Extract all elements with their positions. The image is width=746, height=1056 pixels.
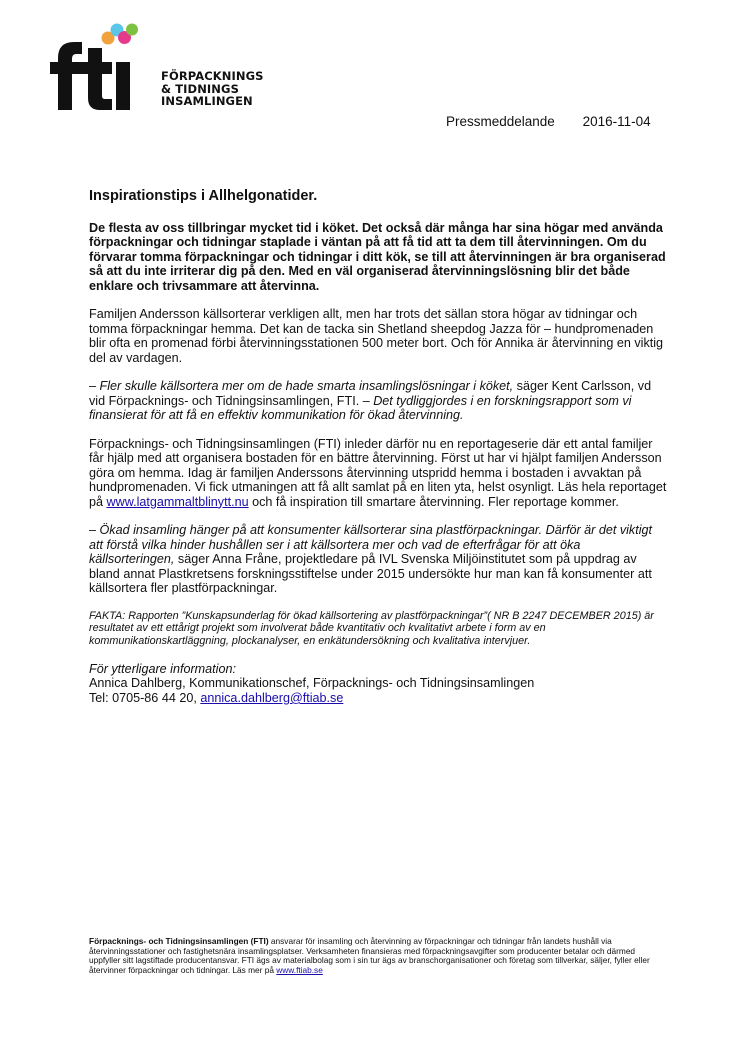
paragraph-2 bbox=[89, 379, 669, 422]
page-title: Inspirationstips i Allhelgonatider. bbox=[89, 188, 318, 204]
contact-heading: För ytterligare information: bbox=[89, 662, 236, 677]
logo-dot-green bbox=[126, 24, 138, 36]
paragraph-4-after: säger Anna Fråne, projektledare på IVL Svenska Miljöinstitutet som på uppdrag av bland annat Plastkretsens forskningsstiftelse under 2015 undersökte hur man kan få konsumenter att källsortera fler plastförpackningar. bbox=[89, 552, 652, 596]
quote-kent-1: – Fler skulle källsortera mer om de hade smarta insamlingslösningar i köket, bbox=[89, 379, 514, 394]
contact-tel-prefix: Tel: 0705-86 44 20, bbox=[89, 690, 201, 705]
quote-anna: – Ökad insamling hänger på att konsumenter källsorterar sina plastförpackningar. Därför är det viktigt att förstå vilka hinder hushållen ser i att källsortera mer och vad de efterfrågar för att öka källsorteringen, bbox=[89, 523, 653, 567]
footer-text: ansvarar för insamling och återvinning av förpackningar och tidningar från landets hushåll via återvinningsstationer och fastighetsnära insamlingsplatser. Verksamheten finansieras med förpackningsavgifter som producenter betalar och därmed uppfyller sitt lagstiftade producentansvar. FTI ägs av materialbolag som i sin tur ägs av branschorganisationer och företag som tillverkar, säljer, fyller eller återvinner förpackningar och tidningar. Läs mer på bbox=[89, 936, 650, 975]
paragraph-3-after: och få inspiration till smartare återvinning. Fler reportage kommer. bbox=[248, 494, 619, 509]
lead-paragraph: De flesta av oss tillbringar mycket tid i köket. Det också där många har sina högar med använda förpackningar och tidningar staplade i väntan på att få tid att ta dem till återvinningen. Om du förvarar tomma förpackningar och tidningar i ditt kök, se till att återvinningen är bra organiserad så att du inte irriterar dig på den. Med en väl organiserad återvinningslösning blir det både enklare och trivsammare att återvinna. bbox=[89, 221, 666, 293]
contact-name: Annica Dahlberg, Kommunikationschef, Förpacknings- och Tidningsinsamlingen bbox=[89, 676, 535, 691]
logo-line-3: INSAMLINGEN bbox=[161, 94, 253, 108]
paragraph-3-text: Förpacknings- och Tidningsinsamlingen (FTI) inleder därför nu en reportageserie där ett antal familjer får hjälp med att organisera bostaden för en bättre återvinning. Först ut har vi hjälpt familjen Andersson göra om hemma. Idag är familjen Anderssons återvinning utspridd hemma i bostaden i avvaktan på hundpromenaden. Vi fick utmaningen att få allt samlat på en liten yta, helst osynligt. Läs hela reportaget på bbox=[89, 437, 667, 509]
logo-line-1: FÖRPACKNINGS bbox=[161, 69, 264, 83]
fti-logo-mark bbox=[48, 22, 160, 114]
document-date: 2016-11-04 bbox=[582, 114, 651, 129]
paragraph-1: Familjen Andersson källsorterar verkligen allt, men har trots det sällan stora högar av tidningar och tomma förpackningar hemma. Det kan de tacka sin Shetland sheepdog Jazza för – hundpromenaden blir ofta en promenad förbi återvinningsstationen 500 meter bort. Och för Annika är återvinning en viktig del av vardagen. bbox=[89, 307, 664, 365]
quote-kent-2: – Det tydliggjordes i en forskningsrapport som vi finansierat för att få en effektiv kommunikation för ökad återvinning. bbox=[89, 393, 632, 423]
contact-block bbox=[89, 662, 669, 705]
paragraph-3 bbox=[89, 437, 669, 509]
footer bbox=[89, 937, 659, 975]
fakta-paragraph: FAKTA: Rapporten ”Kunskapsunderlag för ökad källsortering av plastförpackningar”( NR B 2247 DECEMBER 2015) är resultatet av ett ettårigt projekt som involverat både kvantitativ och kvalitativt arbete i form av en kommunikationskartläggning, plockanalyser, en enkätundersökning och kvalitativa intervjuer. bbox=[89, 609, 654, 648]
fti-logo bbox=[48, 22, 288, 122]
footer-link[interactable]: www.ftiab.se bbox=[276, 964, 323, 975]
document-type: Pressmeddelande bbox=[446, 114, 555, 129]
footer-org: Förpacknings- och Tidningsinsamlingen (FTI) bbox=[89, 936, 269, 946]
contact-email-link[interactable]: annica.dahlberg@ftiab.se bbox=[200, 690, 344, 705]
paragraph-4 bbox=[89, 523, 669, 595]
logo-wordmark bbox=[161, 70, 264, 108]
quote-attribution: säger Kent Carlsson, vd vid Förpacknings- och Tidningsinsamlingen, FTI. bbox=[89, 379, 652, 408]
contact-tel bbox=[89, 691, 669, 705]
document-header bbox=[446, 114, 651, 129]
logo-line-2: & TIDNINGS bbox=[161, 81, 239, 96]
reportage-link[interactable]: www.latgammaltblinytt.nu bbox=[106, 494, 249, 509]
document-body bbox=[89, 221, 669, 705]
